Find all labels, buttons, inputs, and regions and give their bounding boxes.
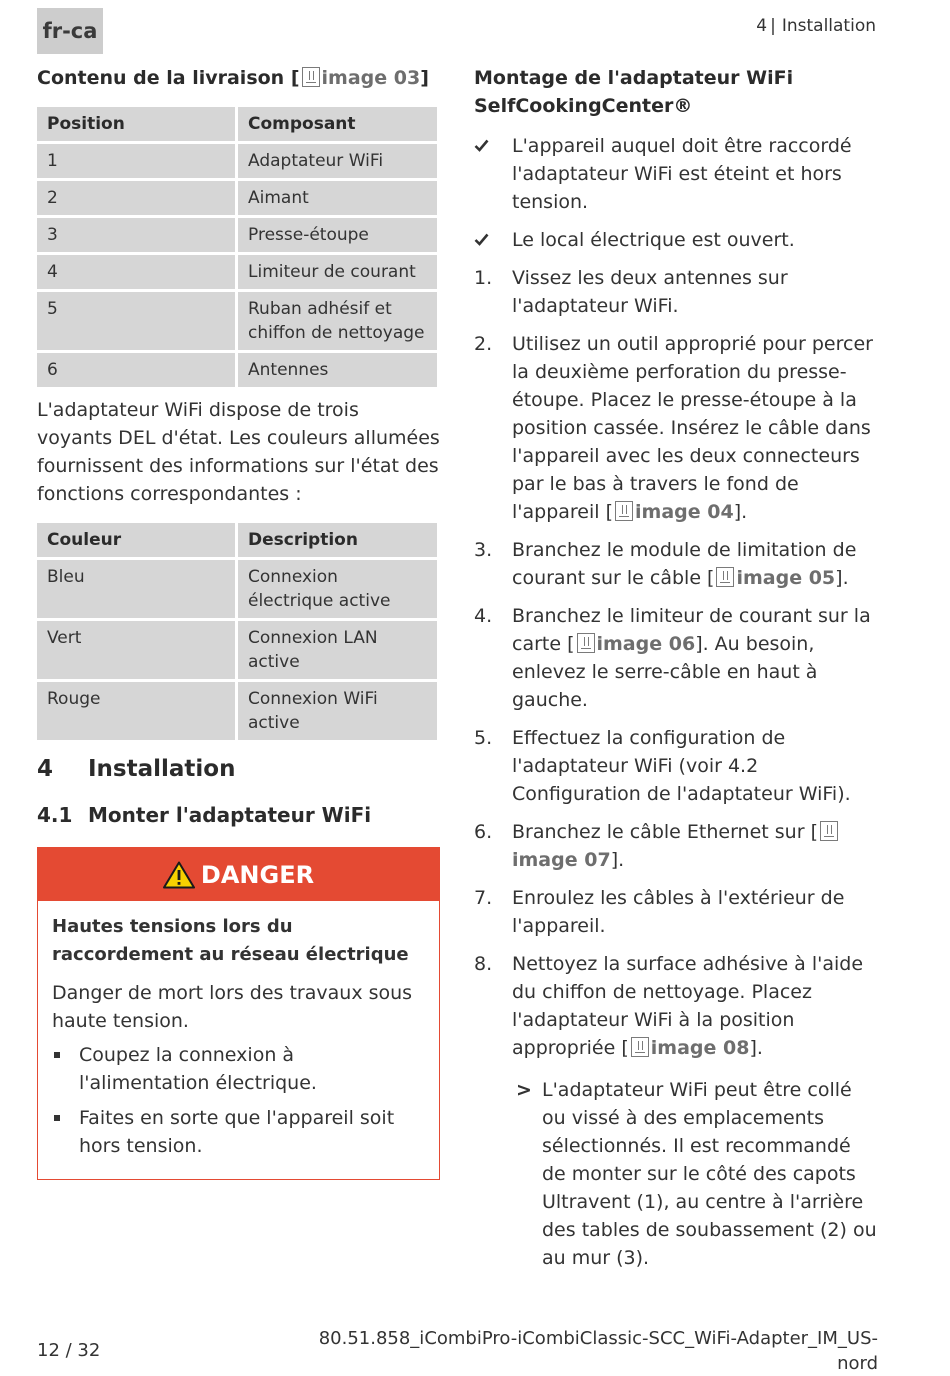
result-note	[512, 1076, 878, 1272]
bracket: ]	[420, 67, 429, 89]
mounting-title: Montage de l'adaptateur WiFi SelfCookingCenter®	[474, 67, 794, 117]
step-item	[474, 536, 878, 592]
left-column	[37, 64, 440, 1180]
step-text: Branchez le câble Ethernet sur [	[512, 821, 818, 843]
section-number: 4.1	[37, 803, 73, 827]
table-cell: Connexion électrique active	[238, 560, 437, 618]
square-bullet-icon	[54, 1052, 60, 1058]
step-item	[474, 818, 878, 874]
document-id: 80.51.858_iCombiPro-iCombiClassic-SCC_WiFi-Adapter_IM_US-nord	[318, 1328, 878, 1374]
table-cell: Connexion LAN active	[238, 621, 437, 679]
list-item	[52, 1104, 425, 1160]
step-text-after: ].	[749, 1037, 763, 1059]
list-item	[52, 1041, 425, 1097]
step-number: 4.	[474, 605, 493, 627]
table-row	[37, 292, 437, 350]
table-cell: Limiteur de courant	[238, 255, 437, 289]
table-header: Position	[37, 107, 235, 141]
table-cell: 4	[37, 255, 235, 289]
led-paragraph: L'adaptateur WiFi dispose de trois voyants DEL d'état. Les couleurs allumées fournissent des informations sur l'état des fonctions correspondantes :	[37, 399, 440, 505]
danger-header	[38, 848, 439, 901]
result-text: L'adaptateur WiFi peut être collé ou vissé à des emplacements sélectionnés. Il est recommandé de monter sur le côté des capots Ultravent (1), au centre à l'arrière des tables de soubassement (2) ou au mur (3).	[542, 1079, 877, 1269]
danger-body	[38, 901, 439, 1179]
table-cell: Bleu	[37, 560, 235, 618]
step-text-after: ]. Au besoin, enlevez le serre-câble en haut à gauche.	[512, 633, 818, 711]
step-number: 6.	[474, 821, 493, 843]
table-row	[37, 255, 437, 289]
delivery-title	[37, 64, 440, 92]
image-ref-link[interactable]: image 03	[321, 67, 421, 89]
table-header-row	[37, 107, 437, 141]
step-number: 3.	[474, 539, 493, 561]
steps-list	[474, 132, 878, 1062]
image-ref-icon	[716, 567, 734, 587]
danger-subtitle: Hautes tensions lors du raccordement au réseau électrique	[52, 916, 409, 965]
bullet-text: Coupez la connexion à l'alimentation électrique.	[79, 1044, 317, 1094]
table-row	[37, 560, 437, 618]
check-icon	[474, 232, 489, 247]
step-text: Effectuez la configuration de l'adaptateur WiFi (voir 4.2 Configuration de l'adaptateur WiFi).	[512, 727, 851, 805]
step-item	[474, 950, 878, 1062]
chapter-number: 4	[756, 16, 768, 36]
page-number: 12 / 32	[37, 1340, 101, 1361]
table-header: Description	[238, 523, 437, 557]
right-column	[474, 64, 878, 1272]
delivery-table	[34, 104, 440, 390]
table-cell: 3	[37, 218, 235, 252]
chapter-title: Installation	[781, 16, 876, 36]
step-text: Vissez les deux antennes sur l'adaptateur WiFi.	[512, 267, 788, 317]
section-title: Installation	[88, 756, 236, 782]
danger-text: Danger de mort lors des travaux sous haute tension.	[52, 982, 413, 1032]
table-header: Couleur	[37, 523, 235, 557]
image-ref-link[interactable]: image 06	[596, 633, 696, 655]
image-ref-icon	[302, 67, 320, 87]
table-row	[37, 682, 437, 740]
table-cell: 5	[37, 292, 235, 350]
table-row	[37, 181, 437, 215]
prereq-item	[474, 132, 878, 216]
table-row	[37, 621, 437, 679]
table-row	[37, 353, 437, 387]
table-cell: Connexion WiFi active	[238, 682, 437, 740]
danger-label: DANGER	[200, 860, 315, 889]
section-number: 4	[37, 756, 54, 782]
step-number: 2.	[474, 333, 493, 355]
step-text-after: ].	[610, 849, 625, 871]
step-item	[474, 724, 878, 808]
section-heading-4-1	[37, 797, 440, 833]
page-header: 4 | Installation	[756, 16, 876, 36]
led-table	[34, 520, 440, 743]
step-number: 1.	[474, 267, 493, 289]
step-number: 7.	[474, 887, 493, 909]
image-ref-icon	[615, 501, 633, 521]
step-item	[474, 884, 878, 940]
step-item	[474, 264, 878, 320]
image-ref-link[interactable]: image 07	[512, 849, 611, 871]
table-cell: Ruban adhésif et chiffon de nettoyage	[238, 292, 437, 350]
bullet-text: Faites en sorte que l'appareil soit hors tension.	[79, 1107, 395, 1157]
image-ref-icon	[820, 821, 838, 841]
step-text: Enroulez les câbles à l'extérieur de l'appareil.	[512, 887, 845, 937]
prereq-text: L'appareil auquel doit être raccordé l'adaptateur WiFi est éteint et hors tension.	[512, 135, 852, 213]
table-cell: Antennes	[238, 353, 437, 387]
table-row	[37, 218, 437, 252]
table-cell: 2	[37, 181, 235, 215]
table-cell: 6	[37, 353, 235, 387]
table-cell: Aimant	[238, 181, 437, 215]
table-cell: 1	[37, 144, 235, 178]
result-marker-icon: >	[516, 1079, 532, 1101]
table-header-row	[37, 523, 437, 557]
prereq-item	[474, 226, 878, 254]
step-item	[474, 602, 878, 714]
warning-triangle-icon	[163, 861, 195, 889]
image-ref-icon	[577, 633, 595, 653]
table-cell: Rouge	[37, 682, 235, 740]
section-title: Monter l'adaptateur WiFi	[88, 803, 372, 827]
step-text: Utilisez un outil approprié pour percer la deuxième perforation du presse-étoupe. Placez le presse-étoupe à la position cassée. Insérez le câble dans l'appareil avec les deux connecteurs par le bas à travers le fond de l'appareil [	[512, 333, 873, 523]
language-badge: fr-ca	[37, 8, 103, 54]
step-text: Nettoyez la surface adhésive à l'aide du chiffon de nettoyage. Placez l'adaptateur WiFi à la position appropriée [	[512, 953, 864, 1059]
table-cell: Presse-étoupe	[238, 218, 437, 252]
image-ref-link[interactable]: image 08	[650, 1037, 750, 1059]
delivery-title-text: Contenu de la livraison [	[37, 67, 300, 89]
table-row	[37, 144, 437, 178]
prereq-text: Le local électrique est ouvert.	[512, 229, 795, 251]
table-cell: Vert	[37, 621, 235, 679]
step-number: 8.	[474, 953, 493, 975]
danger-box	[37, 847, 440, 1180]
square-bullet-icon	[54, 1115, 60, 1121]
check-icon	[474, 138, 489, 153]
step-text-after: ].	[733, 501, 748, 523]
image-ref-link[interactable]: image 04	[635, 501, 734, 523]
step-item	[474, 330, 878, 526]
step-text: Branchez le module de limitation de courant sur le câble [	[512, 539, 857, 589]
danger-bullet-list	[52, 1041, 425, 1160]
image-ref-link[interactable]: image 05	[736, 567, 836, 589]
step-text: Branchez le limiteur de courant sur la carte [	[512, 605, 871, 655]
image-ref-icon	[631, 1037, 649, 1057]
step-text-after: ].	[835, 567, 849, 589]
table-cell: Adaptateur WiFi	[238, 144, 437, 178]
section-heading-4	[37, 749, 440, 789]
table-header: Composant	[238, 107, 437, 141]
step-number: 5.	[474, 727, 493, 749]
